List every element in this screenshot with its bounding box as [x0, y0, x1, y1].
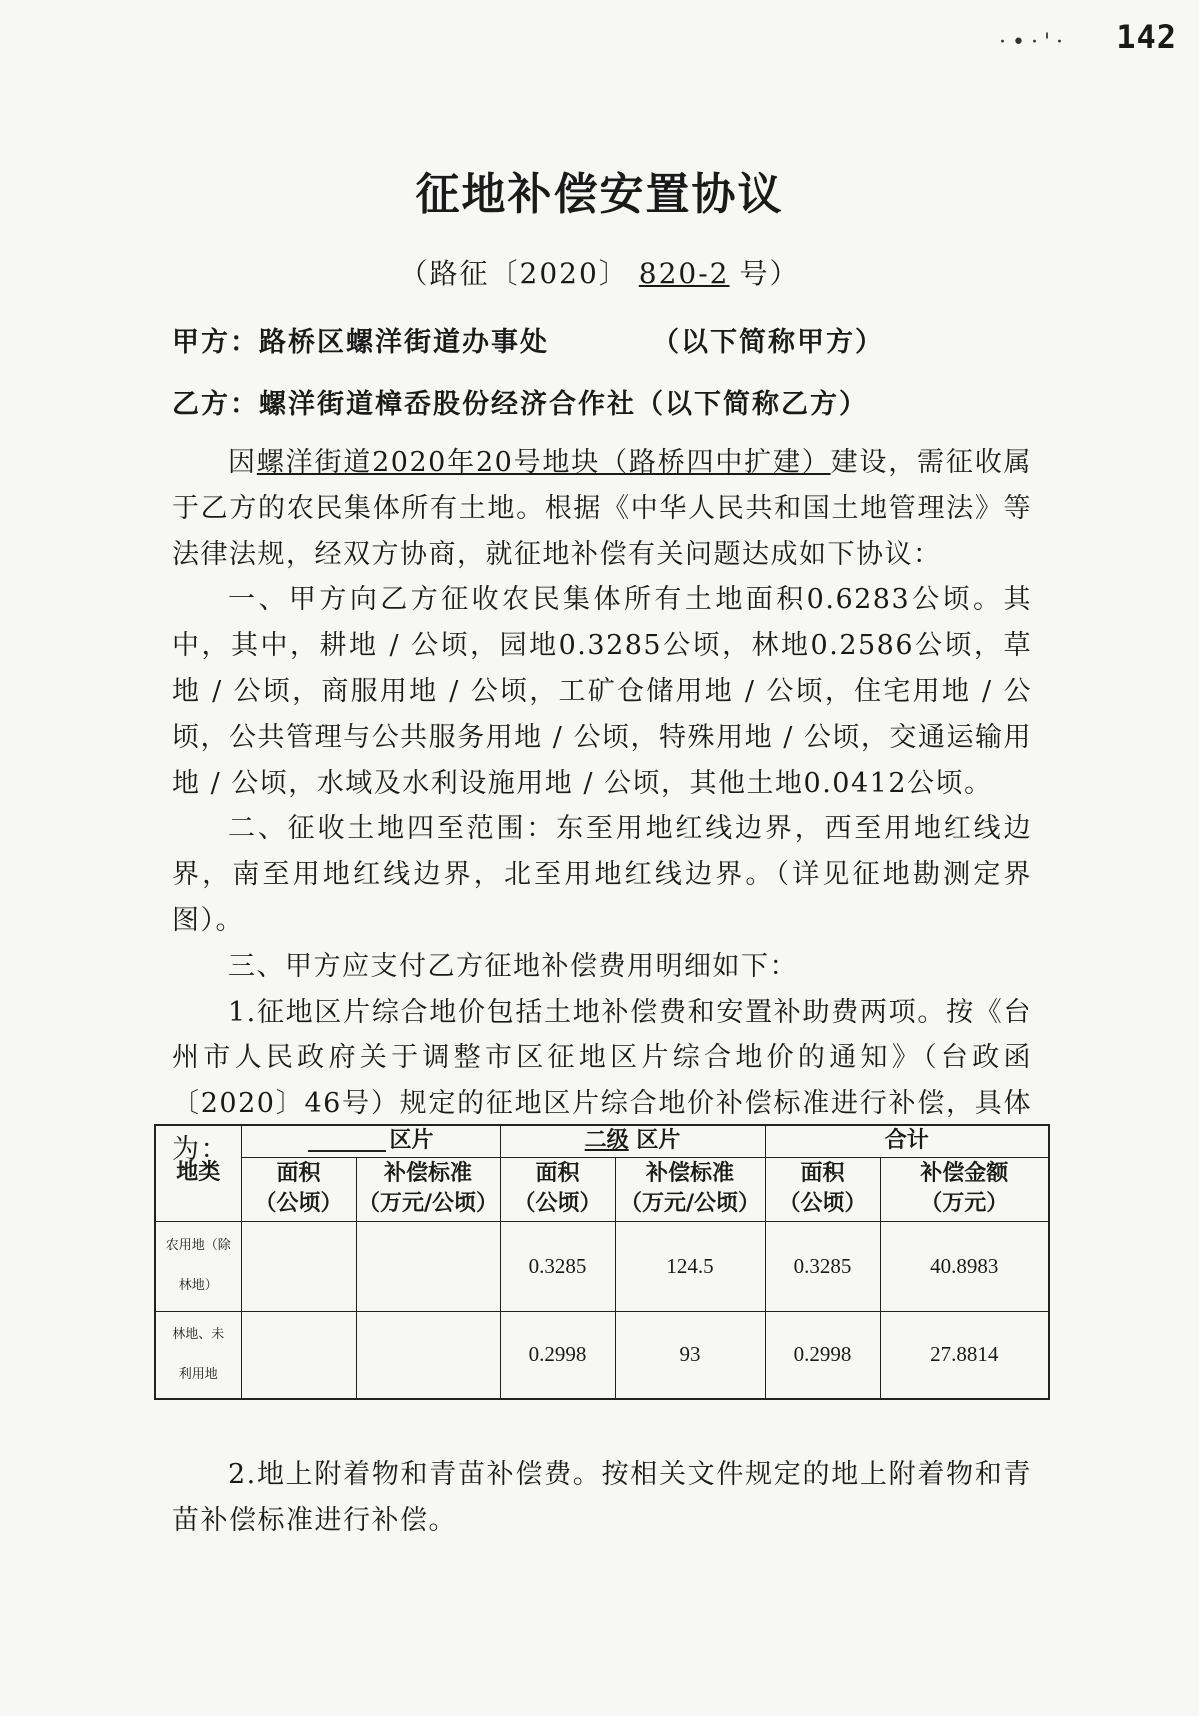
intro-pre: 因	[228, 447, 257, 478]
row-land-type: 农用地（除 林地）	[155, 1221, 241, 1311]
party-b	[172, 382, 868, 421]
item-1: 1.征地区片综合地价包括土地补偿费和安置补助费两项。按《台州市人民政府关于调整市区征地区片综合地价的通知》（台政函〔2020〕46号）规定的征地区片综合地价补偿标准进行补偿，具体为：	[172, 996, 1032, 1165]
row-g1-std	[356, 1221, 500, 1311]
row-g2-std: 93	[615, 1311, 765, 1399]
doc-number	[0, 252, 1199, 292]
doc-number-value: 820-2	[638, 257, 730, 290]
row-g2-area: 0.2998	[500, 1311, 615, 1399]
table-row	[155, 1311, 1049, 1399]
header-group-2: 二级 区片	[500, 1125, 765, 1157]
group-2-level: 二级	[584, 1128, 629, 1154]
party-b-label: 乙方：螺洋街道樟岙股份经济合作社（以下简称乙方）	[172, 389, 868, 420]
header-g1-std: 补偿标准 （万元/公顷）	[356, 1157, 500, 1221]
header-g2-std: 补偿标准 （万元/公顷）	[615, 1157, 765, 1221]
header-total-area: 面积 （公顷）	[765, 1157, 880, 1221]
clause-1: 一、甲方向乙方征收农民集体所有土地面积0.6283公顷。其中，其中，耕地 / 公顷，园地0.3285公顷，林地0.2586公顷，草地 / 公顷，商服用地 / 公顷，工矿仓储用地 / 公顷，住宅用地 / 公顷，公共管理与公共服务用地 / 公顷，特殊用地 / 公顷，交通运输用地 / 公顷，水域及水利设施用地 / 公顷，其他土地0.0412公顷。	[172, 584, 1032, 799]
party-a-label: 甲方：路桥区螺洋街道办事处	[172, 327, 549, 358]
header-land-type: 地类	[155, 1125, 241, 1221]
header-group-3: 合计	[765, 1125, 1049, 1157]
row-total-area: 0.2998	[765, 1311, 880, 1399]
header-g2-area: 面积 （公顷）	[500, 1157, 615, 1221]
header-group-1: 区片	[241, 1125, 500, 1157]
compensation-table	[154, 1124, 1050, 1400]
page-number: 142	[1116, 18, 1177, 56]
intro-project: 螺洋街道2020年20号地块（路桥四中扩建）	[256, 447, 831, 478]
row-g1-std	[356, 1311, 500, 1399]
corner-marks: ·•·'·	[998, 30, 1069, 55]
table-row	[155, 1221, 1049, 1311]
row-g2-std: 124.5	[615, 1221, 765, 1311]
clause-3: 三、甲方应支付乙方征地补偿费用明细如下：	[228, 950, 798, 982]
header-amount: 补偿金额 （万元）	[880, 1157, 1049, 1221]
doc-number-suffix: 号）	[739, 257, 800, 290]
header-g1-area: 面积 （公顷）	[241, 1157, 356, 1221]
item-2: 2.地上附着物和青苗补偿费。按相关文件规定的地上附着物和青苗补偿标准进行补偿。	[172, 1459, 1032, 1536]
agreement-body	[172, 440, 1032, 1173]
row-amount: 40.8983	[880, 1221, 1049, 1311]
row-g2-area: 0.3285	[500, 1221, 615, 1311]
row-g1-area	[241, 1311, 356, 1399]
party-a	[172, 320, 884, 359]
party-a-note: （以下简称甲方）	[652, 327, 884, 358]
clause-2: 二、征收土地四至范围：东至用地红线边界，西至用地红线边界，南至用地红线边界，北至用地红线边界。（详见征地勘测定界图）。	[172, 813, 1032, 936]
row-total-area: 0.3285	[765, 1221, 880, 1311]
row-g1-area	[241, 1221, 356, 1311]
row-amount: 27.8814	[880, 1311, 1049, 1399]
item-2-block	[172, 1452, 1032, 1544]
row-land-type: 林地、未 利用地	[155, 1311, 241, 1399]
blank-level-line	[308, 1130, 386, 1152]
doc-number-prefix: （路征〔2020〕	[399, 257, 629, 290]
intro-paragraph	[172, 440, 1032, 577]
intro-post: 建设，需征收属于乙方的农民集体所有土地。根据《中华人民共和国土地管理法》等法律法规，经双方协商，就征地补偿有关问题达成如下协议：	[172, 447, 1033, 570]
page-title: 征地补偿安置协议	[415, 169, 784, 220]
